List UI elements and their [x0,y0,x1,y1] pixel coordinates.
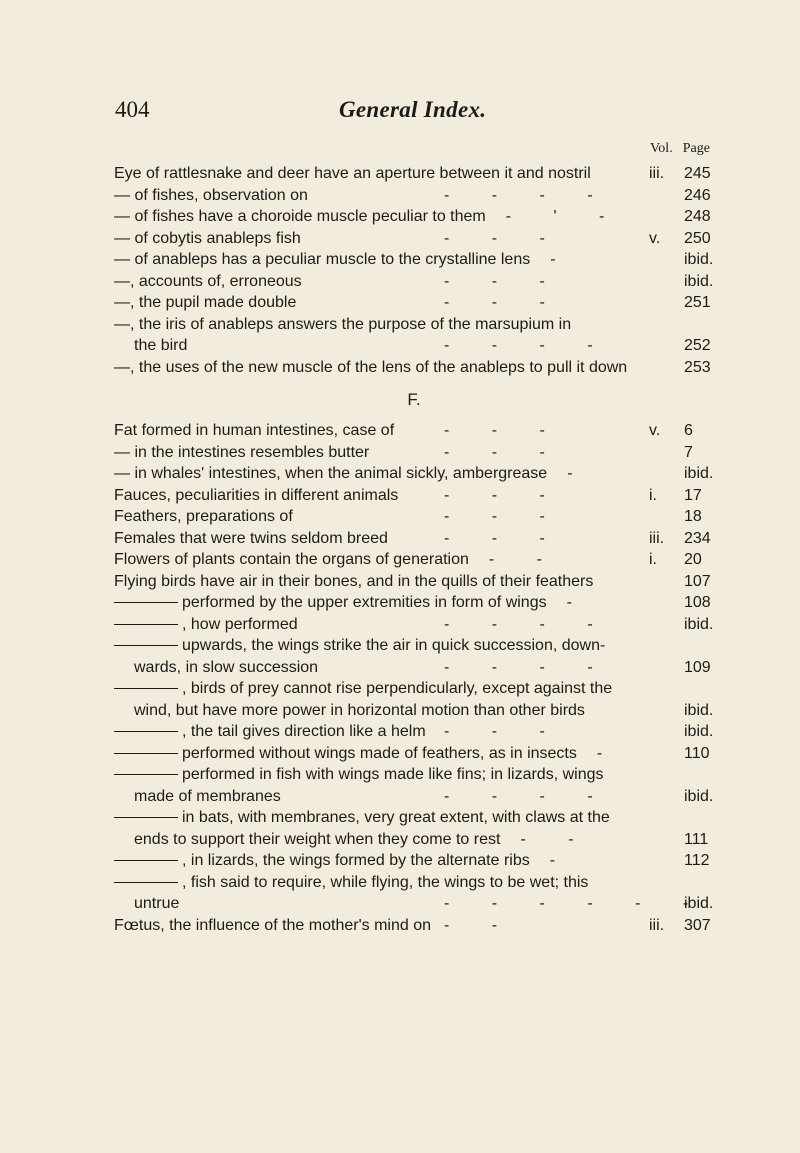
index-entry [114,764,714,786]
entry-prefix: — [114,251,135,268]
leader-dashes: - - [488,551,544,568]
entry-page: ibid. [684,615,714,633]
index-entry [114,271,714,293]
entry-volume: i. [649,551,657,568]
index-entry [114,743,714,765]
index-entry [114,549,714,571]
ditto-rule [114,602,178,603]
column-headings [650,141,720,157]
entry-page: ibid. [684,723,714,740]
entry-page: 111 [684,830,709,848]
leader-dashes: - - - - [444,337,595,354]
entry-text: accounts of, erroneous [138,272,302,290]
index-entry [114,185,714,207]
entry-text: in the intestines resembles butter [134,443,370,461]
ditto-rule [114,645,178,646]
entry-text: performed by the upper extremities in form of wings [182,594,547,611]
entry-prefix: — [114,443,135,461]
entry-text: , in lizards, the wings formed by the alternate ribs [182,852,530,869]
entry-prefix: —, [114,272,139,290]
entry-volume: iii. [649,529,665,547]
entry-text: Eye of rattlesnake and deer have an aperture between it and nostril [114,165,591,182]
index-entry [114,635,714,657]
entry-volume: iii. [649,916,665,934]
entry-text: Fœtus, the influence of the mother's mind on [114,916,431,934]
index-entry [114,721,714,743]
entry-text: Feathers, preparations of [114,508,293,525]
index-entry [114,657,714,679]
index-entry [114,228,714,250]
entry-text: , the tail gives direction like a helm [182,723,426,740]
page-header [115,97,715,137]
index-entry [114,420,714,442]
index-entry [114,442,714,464]
index-entry [114,163,714,185]
index-entry [114,463,714,485]
entry-page: 17 [684,486,702,504]
leader-dashes: - - - - - - [444,895,691,912]
running-title: General Index. [339,97,487,122]
entry-text: in whales' intestines, when the animal sickly, ambergrease [134,465,548,482]
entry-page: ibid. [684,272,714,290]
index-entry [114,678,714,700]
entry-text: ends to support their weight when they come to rest [134,830,501,848]
entry-page: 108 [684,594,711,611]
entry-text: the pupil made double [138,294,297,311]
index-entry [114,206,714,228]
leader-dashes: - - - [444,229,547,247]
ditto-rule [114,753,178,754]
ditto-rule [114,688,178,689]
index-entry [114,314,714,336]
section-f-heading-wrap [114,378,714,420]
leader-dashes: - - - - [444,787,595,805]
entry-volume: iii. [649,165,665,182]
index-entry [114,506,714,528]
entry-page: 253 [684,358,711,376]
entry-prefix: — [114,229,135,247]
entry-text: of anableps has a peculiar muscle to the crystalline lens [134,251,531,268]
section-e-entries [114,163,714,378]
entry-page: ibid. [684,465,714,482]
ditto-rule [114,882,178,883]
ditto-rule [114,731,178,732]
index-entry [114,850,714,872]
entry-prefix: —, [114,315,139,333]
entry-text: Fat formed in human intestines, case of [114,422,395,439]
entry-text: in bats, with membranes, very great extent, with claws at the [182,809,610,826]
entry-page: 307 [684,916,711,934]
index-entries [114,163,714,936]
entry-page: 245 [684,165,711,182]
index-entry [114,614,714,636]
entry-volume: v. [649,422,661,439]
index-entry [114,786,714,808]
entry-page: ibid. [684,895,714,912]
index-entry [114,700,714,722]
entry-page: 7 [684,443,693,461]
entry-text: of cobytis anableps fish [134,229,301,247]
ditto-rule [114,860,178,861]
entry-page: ibid. [684,787,714,805]
leader-dashes: - - - [444,486,547,504]
index-entry [114,528,714,550]
entry-text: Flowers of plants contain the organs of generation [114,551,469,568]
leader-dashes: - - - - [444,658,595,676]
entry-text: untrue [134,895,180,912]
entry-page: 234 [684,529,711,547]
entry-page: ibid. [684,251,714,268]
section-f-heading: F. [407,390,421,409]
entry-text: performed without wings made of feathers, as in insects [182,744,577,762]
entry-text: the bird [134,337,188,354]
entry-text: Fauces, peculiarities in different animals [114,486,399,504]
leader-dashes: - [549,852,558,869]
leader-dashes: - - [444,916,500,934]
entry-text: Females that were twins seldom breed [114,529,388,547]
index-entry [114,357,714,379]
vol-heading: Vol. [650,141,673,156]
entry-text: the iris of anableps answers the purpose of the marsupium in [138,315,572,333]
entry-prefix: — [114,186,135,204]
entry-page: 250 [684,229,711,247]
leader-dashes: - - - [444,508,547,525]
entry-text: , fish said to require, while flying, the wings to be wet; this [182,873,589,891]
leader-dashes: - - - - [444,186,595,204]
leader-dashes: - ' - [505,208,607,225]
entry-text: Flying birds have air in their bones, and in the quills of their feathers [114,572,594,590]
leader-dashes: - - [520,830,576,848]
entry-prefix: — [114,465,135,482]
leader-dashes: - - - [444,422,547,439]
entry-text: wind, but have more power in horizontal motion than other birds [134,701,585,719]
entry-page: 251 [684,294,711,311]
entry-page: 20 [684,551,702,568]
leader-dashes: - - - [444,723,547,740]
entry-text: of fishes, observation on [134,186,308,204]
leader-dashes: - [550,251,558,268]
index-entry [114,571,714,593]
ditto-rule [114,817,178,818]
index-entry [114,592,714,614]
entry-page: 110 [684,744,710,762]
entry-text: , birds of prey cannot rise perpendicularly, except against the [182,680,613,697]
entry-text: of fishes have a choroide muscle peculiar to them [134,208,486,225]
entry-page: 246 [684,186,711,204]
index-entry [114,915,714,937]
index-entry [114,249,714,271]
entry-prefix: —, [114,294,139,311]
index-entry [114,893,714,915]
entry-page: 252 [684,337,711,354]
leader-dashes: - [566,594,574,611]
entry-prefix: —, [114,358,139,376]
entry-volume: i. [649,486,657,504]
page-number: 404 [115,97,150,122]
entry-page: 107 [684,572,711,590]
entry-page: 109 [684,658,711,676]
entry-text: wards, in slow succession [134,658,319,676]
leader-dashes: - - - [444,294,547,311]
entry-page: 248 [684,208,711,225]
leader-dashes: - [596,744,605,762]
index-entry [114,807,714,829]
leader-dashes: - - - [444,529,547,547]
entry-text: upwards, the wings strike the air in quick succession, down- [182,637,606,654]
index-entry [114,485,714,507]
leader-dashes: - - - - [444,615,595,633]
entry-page: 6 [684,422,693,439]
index-entry [114,335,714,357]
ditto-rule [114,774,178,775]
entry-page: 18 [684,508,702,525]
leader-dashes: - - - [444,272,547,290]
index-entry [114,829,714,851]
section-f-entries [114,420,714,936]
entry-text: , how performed [182,615,298,633]
entry-page: 112 [684,852,710,869]
index-entry [114,292,714,314]
page-heading: Page [682,141,710,156]
entry-volume: v. [649,229,661,247]
entry-prefix: — [114,208,135,225]
leader-dashes: - [567,465,575,482]
index-entry [114,872,714,894]
entry-text: made of membranes [134,787,281,805]
entry-text: the uses of the new muscle of the lens of the anableps to pull it down [138,358,628,376]
leader-dashes: - - - [444,443,547,461]
entry-page: ibid. [684,701,714,719]
entry-text: performed in fish with wings made like fins; in lizards, wings [182,766,604,783]
ditto-rule [114,624,178,625]
